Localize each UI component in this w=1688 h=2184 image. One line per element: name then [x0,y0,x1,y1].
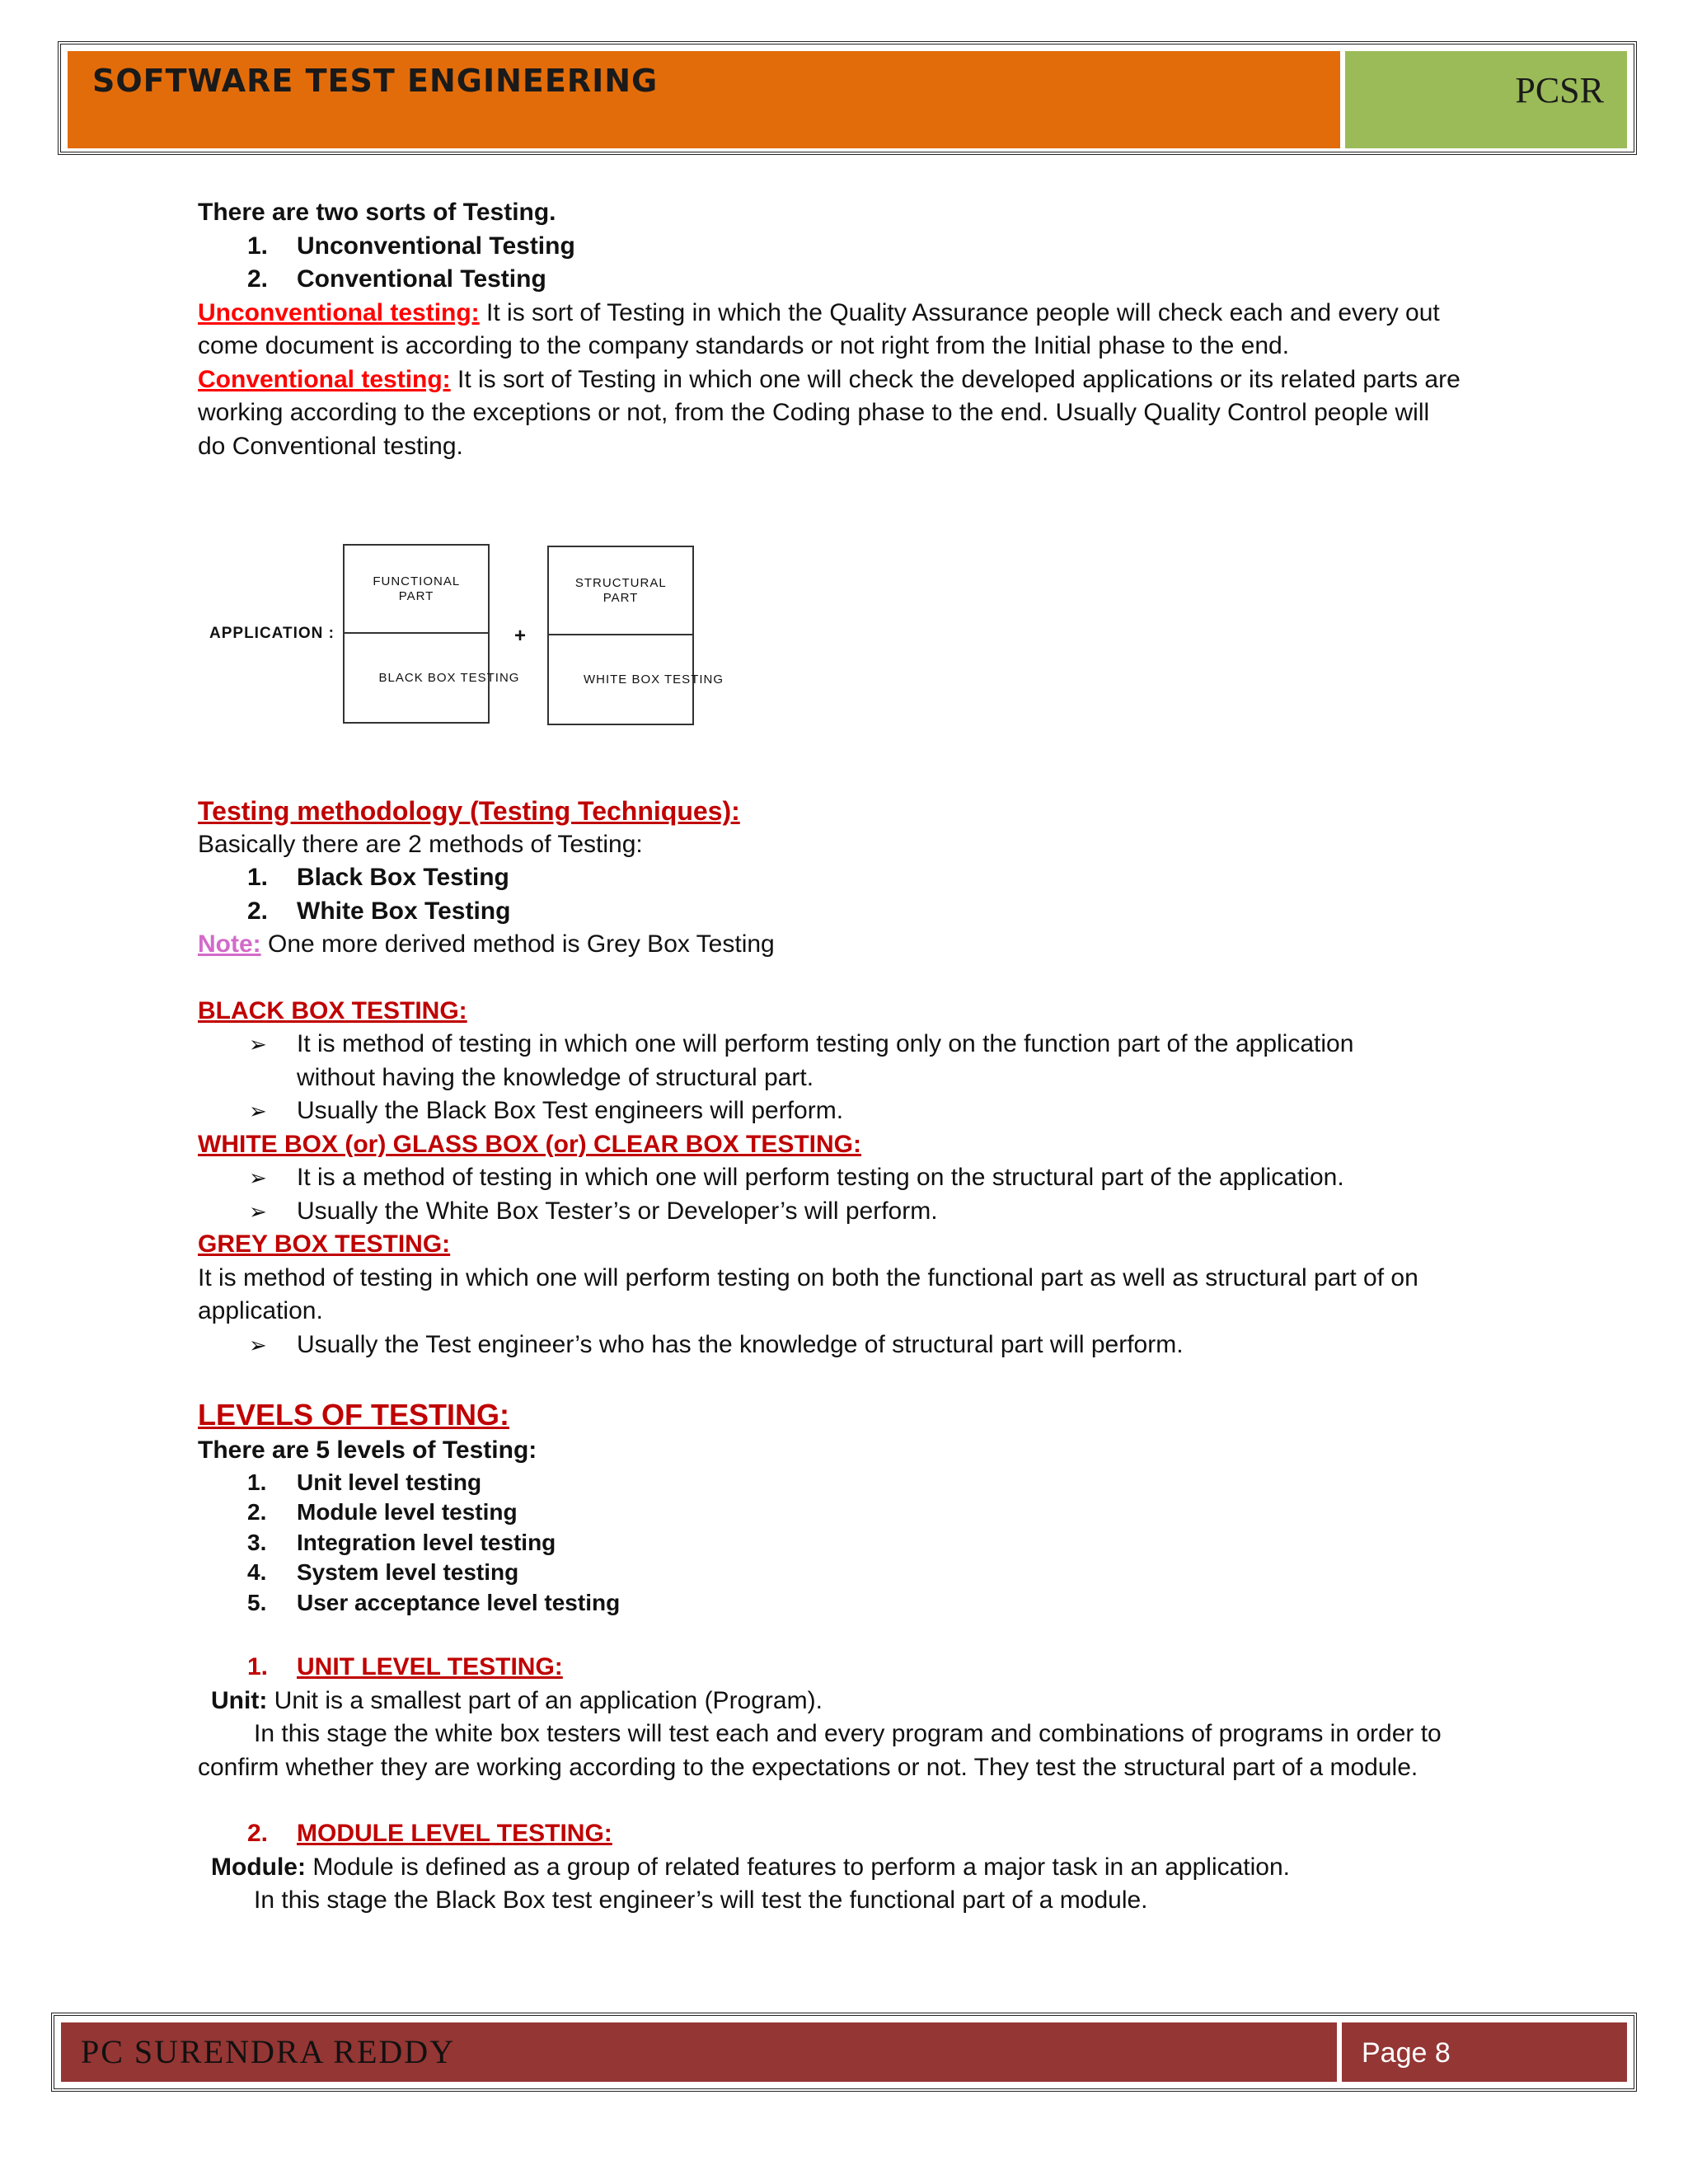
arrow-bullet-icon: ➢ [249,1165,267,1190]
unit-paragraph: In this stage the white box testers will test each and every program and combinations of programs in order to confirm whether they are working according to the expectations or not. They test the structural part of a module. [198,1720,1442,1781]
note-paragraph: Note: One more derived method is Grey Box Testing [198,930,775,958]
footer-page-number: Page 8 [1362,2037,1451,2069]
methodology-heading: Testing methodology (Testing Techniques): [198,796,740,826]
list-item: 2. Conventional Testing [247,265,546,293]
module-definition: Module: Module is defined as a group of related features to perform a major task in an application. [211,1853,1290,1881]
conventional-label: Conventional testing: [198,365,451,393]
list-item: 2. Module level testing [247,1499,518,1525]
diagram-application-label: APPLICATION : [209,625,335,642]
header-side-bar [1345,51,1627,148]
levels-list [198,1468,1500,1619]
list-item: ➢ Usually the White Box Tester’s or Developer’s will perform. [198,1195,1500,1229]
unit-heading: 1. UNIT LEVEL TESTING: [247,1653,563,1680]
header-initials: PCSR [1515,70,1604,110]
grey-box-paragraph: It is method of testing in which one will perform testing on both the functional part as well as structural part of on application. [198,1263,1418,1324]
intro-heading: There are two sorts of Testing. [198,199,556,226]
module-paragraph: In this stage the Black Box test engineer’s will test the functional part of a module. [254,1886,1148,1914]
module-heading: 2. MODULE LEVEL TESTING: [247,1820,612,1847]
unconventional-paragraph: Unconventional testing: It is sort of Testing in which the Quality Assurance people will check each and every out come document is according to the company standards or not right from the Initial phase to the end. [198,298,1440,359]
list-item: 5. User acceptance level testing [247,1589,621,1615]
sorts-list [198,230,1500,297]
levels-intro: There are 5 levels of Testing: [198,1436,537,1464]
functional-part-cell: FUNCTIONAL PART [345,546,488,634]
arrow-bullet-icon: ➢ [249,1198,267,1224]
list-item: 1. Unconventional Testing [247,232,575,260]
arrow-bullet-icon: ➢ [249,1332,267,1357]
white-box-testing-cell: WHITE BOX TESTING [583,672,724,687]
list-item: ➢ Usually the Test engineer’s who has the knowledge of structural part will perform. [198,1329,1500,1362]
white-box-bullets [198,1161,1500,1228]
methodology-intro: Basically there are 2 methods of Testing: [198,830,643,858]
grey-box-heading: GREY BOX TESTING: [198,1230,451,1258]
list-item: ➢ Usually the Black Box Test engineers will perform. [198,1094,1500,1128]
white-box-heading: WHITE BOX (or) GLASS BOX (or) CLEAR BOX TESTING: [198,1130,861,1158]
list-item: 1. Black Box Testing [247,864,509,891]
list-item: 1. Unit level testing [247,1469,482,1495]
footer-author: PC SURENDRA REDDY [81,2033,456,2070]
structural-part-cell: STRUCTURAL PART [549,547,692,635]
conventional-paragraph: Conventional testing: It is sort of Testing in which one will check the developed applications or its related parts are working according to the exceptions or not, from the Coding phase to the end. Usually Quality Control people will do Conventional testing. [198,365,1461,460]
arrow-bullet-icon: ➢ [249,1099,267,1123]
note-label: Note: [198,930,261,958]
grey-box-bullets [198,1329,1500,1362]
page-footer [51,2013,1637,2092]
page-header [58,41,1637,155]
diagram-plus: + [514,625,527,647]
black-box-heading: BLACK BOX TESTING: [198,996,467,1024]
black-box-testing-cell: BLACK BOX TESTING [378,670,520,685]
list-item: 4. System level testing [247,1559,519,1585]
unit-definition: Unit: Unit is a smallest part of an application (Program). [211,1686,823,1714]
footer-name-bar [61,2022,1337,2082]
list-item: 3. Integration level testing [247,1529,556,1555]
list-item: ➢ It is method of testing in which one will perform testing only on the function part of the application without having the knowledge of structural part. [198,1028,1500,1094]
arrow-bullet-icon: ➢ [249,1032,267,1057]
page-content [198,196,1500,1918]
list-item: ➢ It is a method of testing in which one will perform testing on the structural part of the application. [198,1161,1500,1195]
header-title-bar [68,51,1340,148]
black-box-bullets [198,1028,1500,1128]
unconventional-label: Unconventional testing: [198,298,480,326]
levels-heading: LEVELS OF TESTING: [198,1398,510,1432]
footer-page-bar [1342,2022,1627,2082]
list-item: 2. White Box Testing [247,897,511,925]
methods-list [198,861,1500,928]
header-title: SOFTWARE TEST ENGINEERING [92,63,659,99]
